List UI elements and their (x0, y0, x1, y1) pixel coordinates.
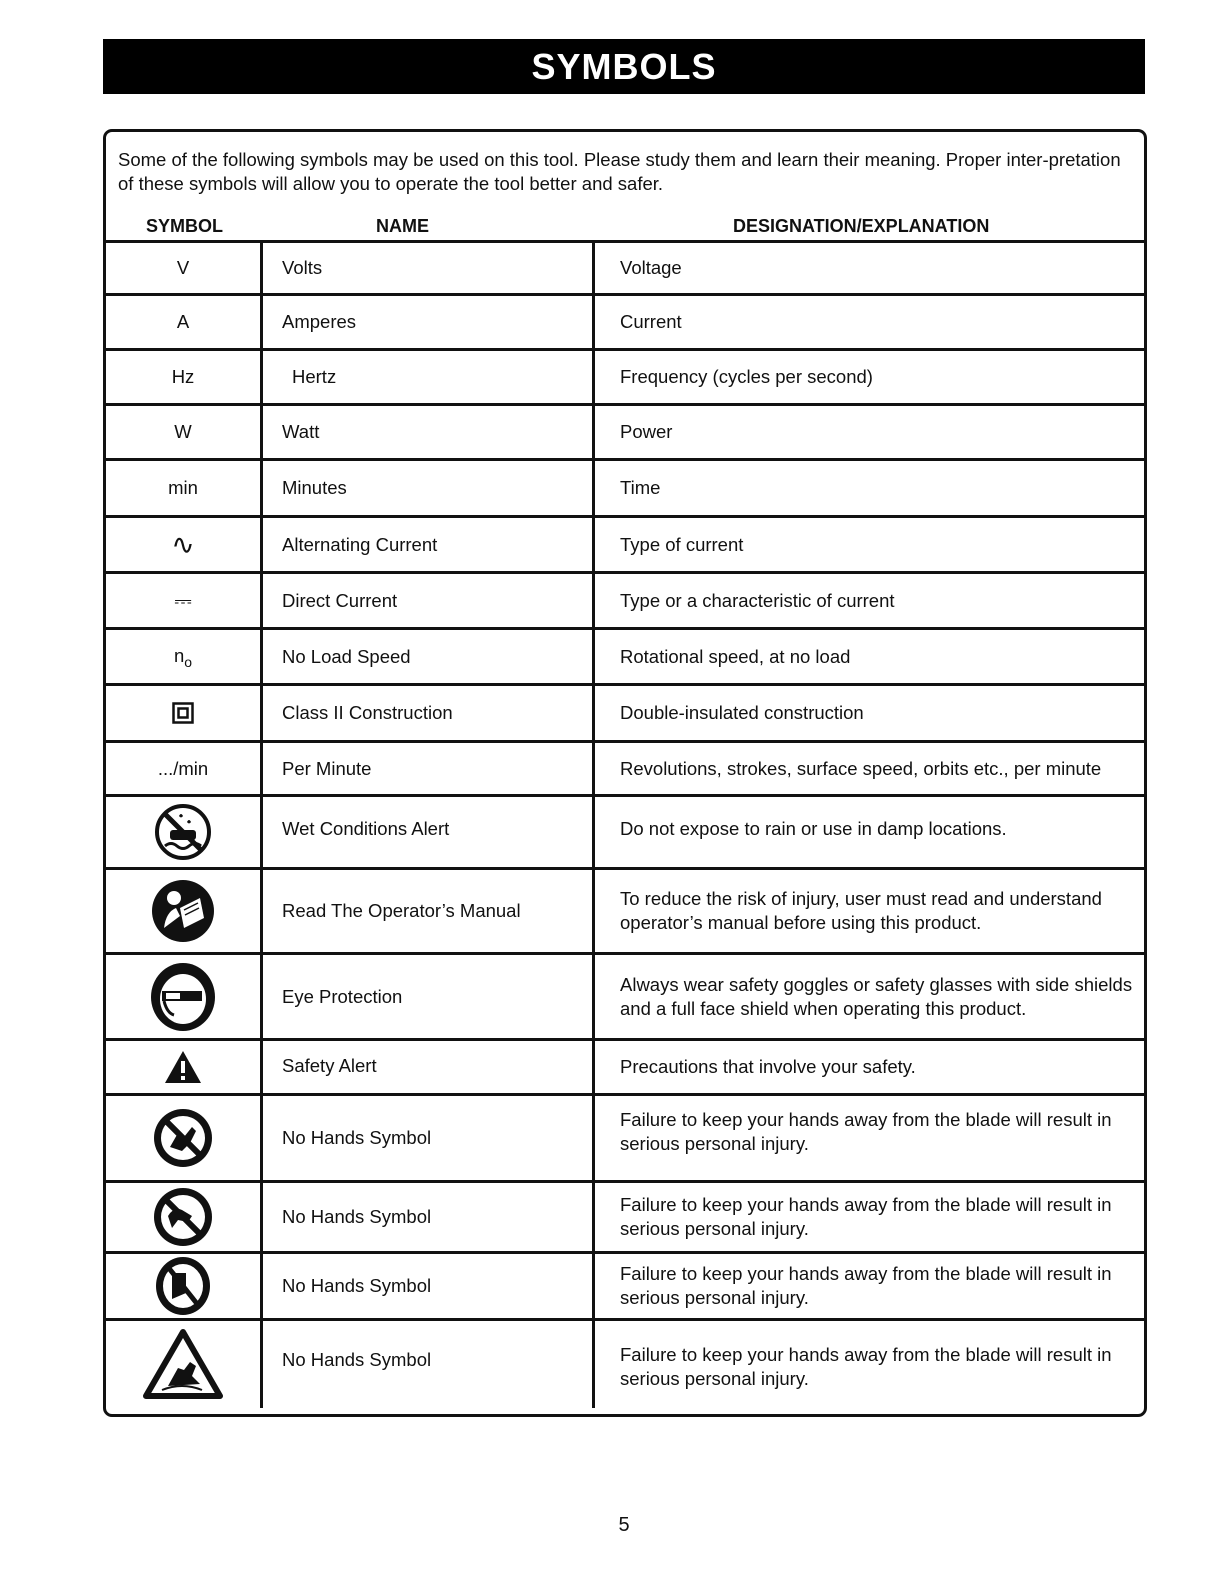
designation-cell: To reduce the risk of injury, user must read and understand operator’s manual before using this product. (594, 869, 1145, 954)
page-title: SYMBOLS (103, 39, 1145, 94)
symbol-cell: min (106, 460, 262, 517)
name-cell: Eye Protection (262, 954, 594, 1040)
table-row (106, 517, 1144, 573)
name-cell: No Hands Symbol (262, 1253, 594, 1320)
name-cell: Class II Construction (262, 685, 594, 742)
name-cell: Read The Operator’s Manual (262, 869, 594, 954)
name-cell: No Hands Symbol (262, 1095, 594, 1182)
designation-cell: Failure to keep your hands away from the blade will result in serious personal injury. (594, 1320, 1145, 1408)
designation-cell: Voltage (594, 242, 1145, 295)
name-cell: No Hands Symbol (262, 1182, 594, 1253)
ac-symbol: ∿ (106, 517, 262, 573)
table-row (106, 405, 1144, 460)
symbol-cell (106, 629, 262, 685)
table-row (106, 295, 1144, 350)
symbol-cell: W (106, 405, 262, 460)
table-row (106, 1182, 1144, 1253)
name-cell: Alternating Current (262, 517, 594, 573)
designation-cell: Revolutions, strokes, surface speed, orbits etc., per minute (594, 742, 1145, 796)
symbol-cell (106, 1182, 262, 1253)
symbol-cell (106, 1095, 262, 1182)
table-row (106, 460, 1144, 517)
page-number: 5 (618, 1514, 630, 1536)
intro-text: Some of the following symbols may be used on this tool. Please study them and learn their meaning. Proper inter-pretation of these symbols will allow you to operate the tool better and safer. (118, 149, 1121, 194)
no-load-symbol: n (173, 645, 185, 666)
wet-conditions-icon (153, 802, 213, 862)
name-cell: Wet Conditions Alert (262, 796, 594, 869)
designation-cell: Type of current (594, 517, 1145, 573)
no-load-subscript: o (184, 654, 193, 670)
table-row (106, 629, 1144, 685)
symbol-cell: A (106, 295, 262, 350)
name-cell: Direct Current (262, 573, 594, 629)
table-row (106, 242, 1144, 295)
safety-alert-icon (163, 1049, 203, 1085)
name-cell: Watt (262, 405, 594, 460)
name-cell: Hertz (262, 350, 594, 405)
designation-cell: Failure to keep your hands away from the blade will result in serious personal injury. (594, 1095, 1145, 1182)
table-row (106, 742, 1144, 796)
table-row (106, 573, 1144, 629)
class-ii-construction-icon (172, 702, 194, 724)
symbol-cell (106, 1253, 262, 1320)
symbol-cell: .../min (106, 742, 262, 796)
designation-cell: Failure to keep your hands away from the blade will result in serious personal injury. (594, 1253, 1145, 1320)
designation-cell: Rotational speed, at no load (594, 629, 1145, 685)
table-row (106, 954, 1144, 1040)
designation-cell: Always wear safety goggles or safety glasses with side shields and a full face shield when operating this product. (594, 954, 1145, 1040)
symbol-cell (106, 1320, 262, 1408)
name-cell: Volts (262, 242, 594, 295)
designation-cell: Time (594, 460, 1145, 517)
designation-cell: Current (594, 295, 1145, 350)
table-row (106, 796, 1144, 869)
table-row (106, 1320, 1144, 1408)
name-cell: No Hands Symbol (262, 1320, 594, 1408)
table-row (106, 1095, 1144, 1182)
name-cell: Minutes (262, 460, 594, 517)
symbol-cell (106, 1040, 262, 1095)
name-cell: No Load Speed (262, 629, 594, 685)
header-symbol: SYMBOL (146, 216, 224, 236)
symbol-cell (106, 869, 262, 954)
designation-cell: Power (594, 405, 1145, 460)
header-name: NAME (376, 216, 429, 236)
table-row (106, 1040, 1144, 1095)
no-hands-icon (152, 1107, 214, 1169)
eye-protection-icon (149, 961, 217, 1033)
read-manual-icon (150, 878, 216, 944)
dc-symbol: ⎓ (106, 573, 262, 629)
no-hands-icon (154, 1255, 212, 1317)
designation-cell: Do not expose to rain or use in damp locations. (594, 796, 1145, 869)
designation-cell: Double-insulated construction (594, 685, 1145, 742)
designation-cell: Frequency (cycles per second) (594, 350, 1145, 405)
table-row (106, 869, 1144, 954)
table-row (106, 350, 1144, 405)
no-hands-icon (152, 1186, 214, 1248)
name-cell: Amperes (262, 295, 594, 350)
hand-blade-warning-icon (142, 1328, 224, 1400)
designation-cell: Precautions that involve your safety. (594, 1040, 1145, 1095)
table-row (106, 685, 1144, 742)
designation-cell: Failure to keep your hands away from the blade will result in serious personal injury. (594, 1182, 1145, 1253)
header-designation: DESIGNATION/EXPLANATION (733, 216, 990, 236)
symbol-cell (106, 796, 262, 869)
table-row (106, 1253, 1144, 1320)
name-cell: Per Minute (262, 742, 594, 796)
symbol-cell (106, 685, 262, 742)
name-cell: Safety Alert (262, 1040, 594, 1095)
symbols-table (106, 240, 1144, 1408)
symbol-cell: Hz (106, 350, 262, 405)
symbol-cell (106, 954, 262, 1040)
designation-cell: Type or a characteristic of current (594, 573, 1145, 629)
symbols-panel (103, 129, 1147, 1417)
symbol-cell: V (106, 242, 262, 295)
